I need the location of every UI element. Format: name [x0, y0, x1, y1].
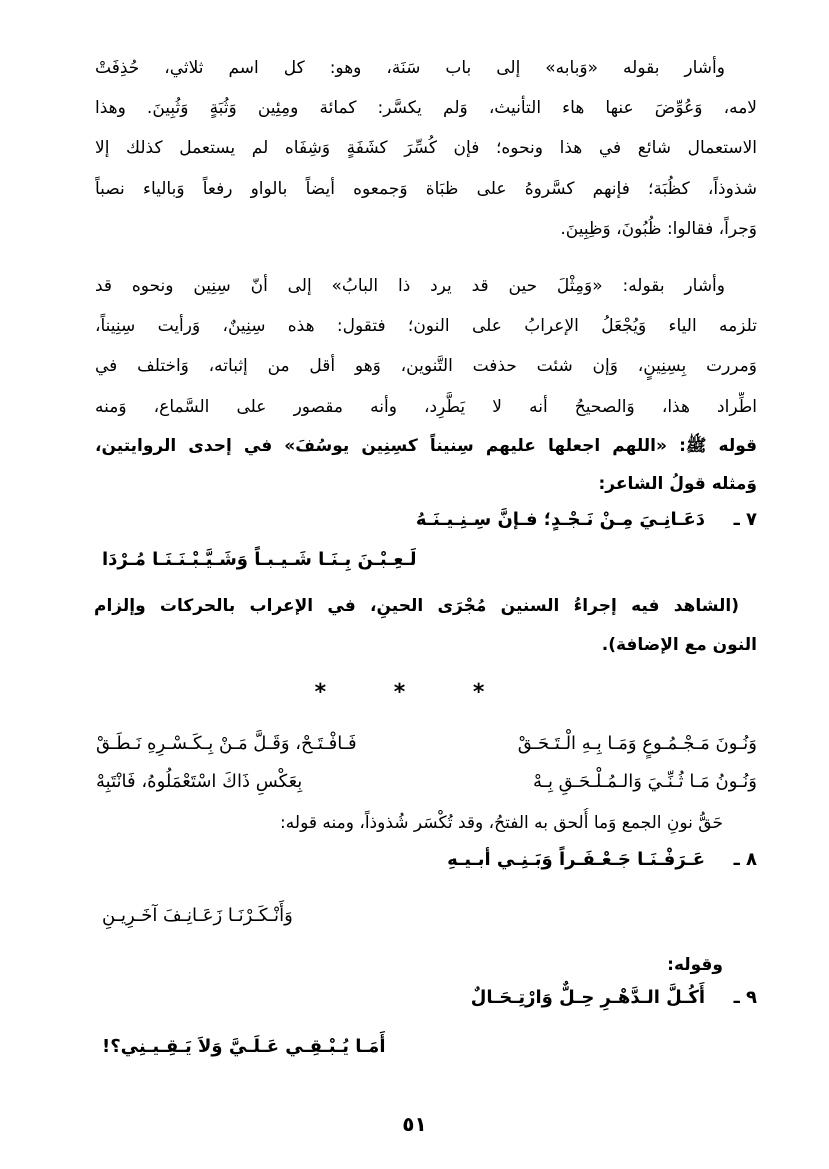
section-separator: * * * [314, 680, 515, 705]
page-number: ٥١ [402, 1112, 427, 1136]
verse-second-hemistich: وَأَنْـكَـرْنَـا زَعَـانِـفَ آخَـرِيـنِ [102, 905, 293, 926]
text-line: وأشار بقوله: «وَمِثْلَ حين قد يرد ذا البابُ» إلى أنّ سِنِين ونحوه قد [95, 276, 725, 296]
text-line: وَمررت بِسِنِينٍ، وَإن شئت حذفت التَّنوين، وَهو أقل من إثباته، وَاختلف في [95, 356, 757, 376]
verse-first-hemistich: عَـرَفْـنَـا جَـعْـفَـراً وَبَـنِـي أبـيـهِ [447, 849, 705, 870]
verse-second-hemistich: فَـافْـتَـحْ، وَقَـلَّ مَـنْ بِـكَـسْـرِهِ نَـطَـقْ [96, 733, 357, 754]
text-line: اطِّراد هذا، وَالصحيحُ أنه لا يَطَّرِد، وأنه مقصور على السَّماع، وَمنه [95, 397, 757, 417]
verse-first-hemistich: دَعَـانِـيَ مِـنْ نَـجْـدٍ؛ فـإنَّ سِـنِـيـنَـهُ [415, 509, 705, 530]
verse-number: ٩ ـ [733, 987, 757, 1008]
text-line: (الشاهد فيه إجراءُ السنين مُجْرَى الحينِ، في الإعراب بالحركات وإلزام [94, 596, 739, 616]
verse-second-hemistich: بِعَكْسِ ذَاكَ اسْتَعْمَلُوهُ، فَانْتَبِهْ [96, 771, 303, 792]
text-line: قوله ﷺ: «اللهم اجعلها عليهم سِنيناً كسِنِين يوسُفَ» في إحدى الروايتين، [95, 436, 757, 456]
verse-second-hemistich: أَمَـا يُـبْـقِـي عَـلَـيَّ وَلاَ يَـقِـيـنِي؟! [102, 1036, 386, 1057]
verse-second-hemistich: لَـعِـبْـنَ بِـنَـا شَـيـبـاً وَشَـيَّـبْـنَـنَـا مُـرْدَا [102, 549, 417, 570]
text-line: لامه، وَعُوِّضَ عنها هاء التأنيث، وَلم يكسَّر: كمائة ومِئِين وَثُبَةٍ وَثُبِينَ. وهذا [95, 98, 757, 118]
text-line: الاستعمال شائع في هذا ونحوه؛ فإن كُسِّرَ كشَفَةٍ وَشِفَاه لم يستعمل كذلك إلا [95, 138, 757, 158]
explanation-line: حَقُّ نونِ الجمع وَما أُلحق به الفتحُ، وقد تُكْسَر شُذوذاً، ومنه قوله: [280, 813, 723, 833]
verse-number: ٧ ـ [733, 509, 757, 530]
verse-intro: وقوله: [667, 955, 723, 975]
text-line: شذوذاً، كظُبَة؛ فإنهم كسَّروهُ على ظبَاة وَجمعوه أيضاً بالواو رفعاً وَبالياء نصباً [95, 179, 757, 199]
verse-first-hemistich: وَنُـونُ مَـا ثُـنِّـيَ وَالـمُـلْـحَـقِ بِـهْ [533, 771, 757, 792]
verse-first-hemistich: وَنُـونَ مَـجْـمُـوعٍ وَمَـا بِـهِ الْـتَـحَـقْ [517, 733, 757, 754]
text-line: وَمثله قولُ الشاعر: [598, 474, 757, 494]
text-line: وَجراً، فقالوا: ظُبُونَ، وَظِبِينَ. [560, 219, 757, 239]
text-line: النون مع الإضافة). [601, 635, 757, 655]
text-line: تلزمه الياء وَيُجْعَلُ الإعرابُ على النون؛ فتقول: هذه سِنِينٌ، وَرأيت سِنِيناً، [95, 316, 757, 336]
text-line: وأشار بقوله «وَبابه» إلى باب سَنَة، وهو: كل اسم ثلاثي، حُذِفَتْ [95, 58, 725, 78]
verse-first-hemistich: أَكُـلَّ الـدَّهْـرِ حِـلٌّ وَارْتِـحَـالٌ [470, 987, 705, 1008]
verse-number: ٨ ـ [733, 849, 757, 870]
